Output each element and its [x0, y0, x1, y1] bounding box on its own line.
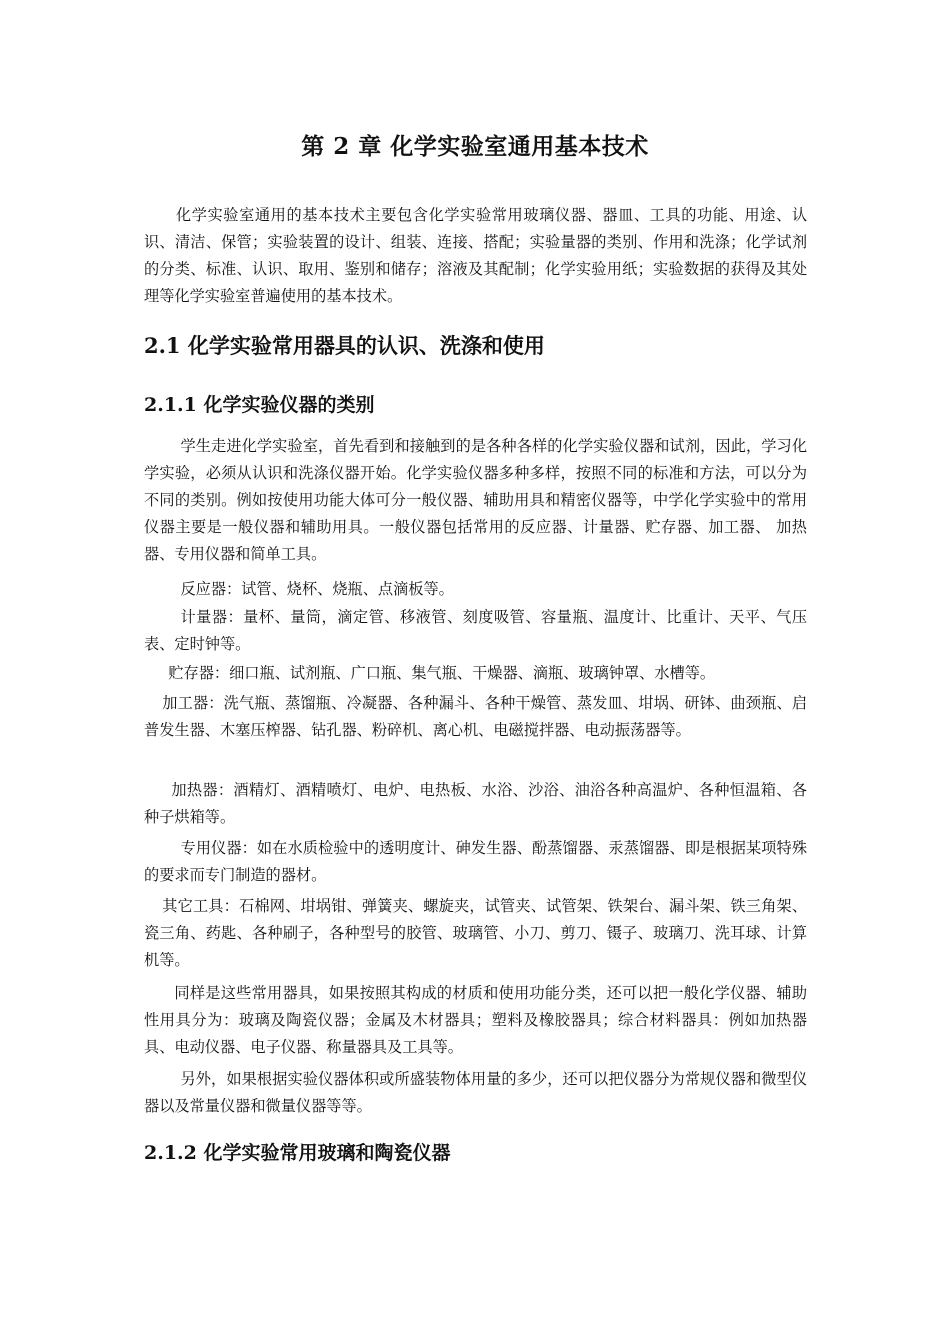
paragraph-reactor: 反应器：试管、烧杯、烧瓶、点滴板等。	[180, 580, 454, 598]
paragraph-special-instruments: 专用仪器：如在水质检验中的透明度计、砷发生器、酚蒸馏器、汞蒸馏器、即是根据某项特殊的要求而专门制造的器材。	[144, 839, 807, 884]
section-heading-2-1-2: 2.1.2 化学实验常用玻璃和陶瓷仪器	[144, 1142, 451, 1164]
paragraph-meter: 计量器：量杯、量筒，滴定管、移液管、刻度吸管、容量瓶、温度计、比重计、天平、气压表、定时钟等。	[144, 608, 807, 653]
paragraph-storage: 贮存器：细口瓶、试剂瓶、广口瓶、集气瓶、干燥器、滴瓶、玻璃钟罩、水槽等。	[168, 664, 716, 682]
paragraph-instrument-categories: 学生走进化学实验室，首先看到和接触到的是各种各样的化学实验仪器和试剂，因此，学习化学实验，必须从认识和洗涤仪器开始。化学实验仪器多种多样，按照不同的标准和方法，可以分为不同的类别。例如按使用功能大体可分一般仪器、辅助用具和精密仪器等，中学化学实验中的常用仪器主要是一般仪器和辅助用具。一般仪器包括常用的反应器、计量器、贮存器、加工器、 加热器、专用仪器和简单工具。	[144, 437, 807, 563]
paragraph-other-tools: 其它工具：石棉网、坩埚钳、弹簧夹、螺旋夹，试管夹、试管架、铁架台、漏斗架、铁三角架、瓷三角、药匙、各种刷子，各种型号的胶管、玻璃管、小刀、剪刀、镊子、玻璃刀、洗耳球、计算机等。	[144, 897, 807, 969]
intro-paragraph: 化学实验室通用的基本技术主要包含化学实验常用玻璃仪器、器皿、工具的功能、用途、认识、清洁、保管；实验装置的设计、组装、连接、搭配；实验量器的类别、作用和洗涤；化学试剂的分类、标准、认识、取用、鉴别和储存；溶液及其配制；化学实验用纸；实验数据的获得及其处理等化学实验室普遍使用的基本技术。	[144, 206, 807, 305]
chapter-title: 第 2 章 化学实验室通用基本技术	[301, 133, 649, 160]
paragraph-processing: 加工器：洗气瓶、蒸馏瓶、冷凝器、各种漏斗、各种干燥管、蒸发皿、坩埚、研钵、曲颈瓶、启普发生器、木塞压榨器、钻孔器、粉碎机、离心机、电磁搅拌器、电动振荡器等。	[144, 694, 807, 739]
paragraph-heater: 加热器：酒精灯、酒精喷灯、电炉、电热板、水浴、沙浴、油浴各种高温炉、各种恒温箱、各种子烘箱等。	[144, 781, 807, 826]
section-heading-2-1-1: 2.1.1 化学实验仪器的类别	[144, 394, 375, 416]
paragraph-material-classification: 同样是这些常用器具，如果按照其构成的材质和使用功能分类，还可以把一般化学仪器、辅助性用具分为：玻璃及陶瓷仪器；金属及木材器具；塑料及橡胶器具；综合材料器具：例如加热器具、电动仪器、电子仪器、称量器具及工具等。	[144, 984, 807, 1056]
section-heading-2-1: 2.1 化学实验常用器具的认识、洗涤和使用	[144, 333, 545, 358]
paragraph-volume-classification: 另外，如果根据实验仪器体积或所盛装物体用量的多少，还可以把仪器分为常规仪器和微型仪器以及常量仪器和微量仪器等等。	[144, 1070, 807, 1115]
